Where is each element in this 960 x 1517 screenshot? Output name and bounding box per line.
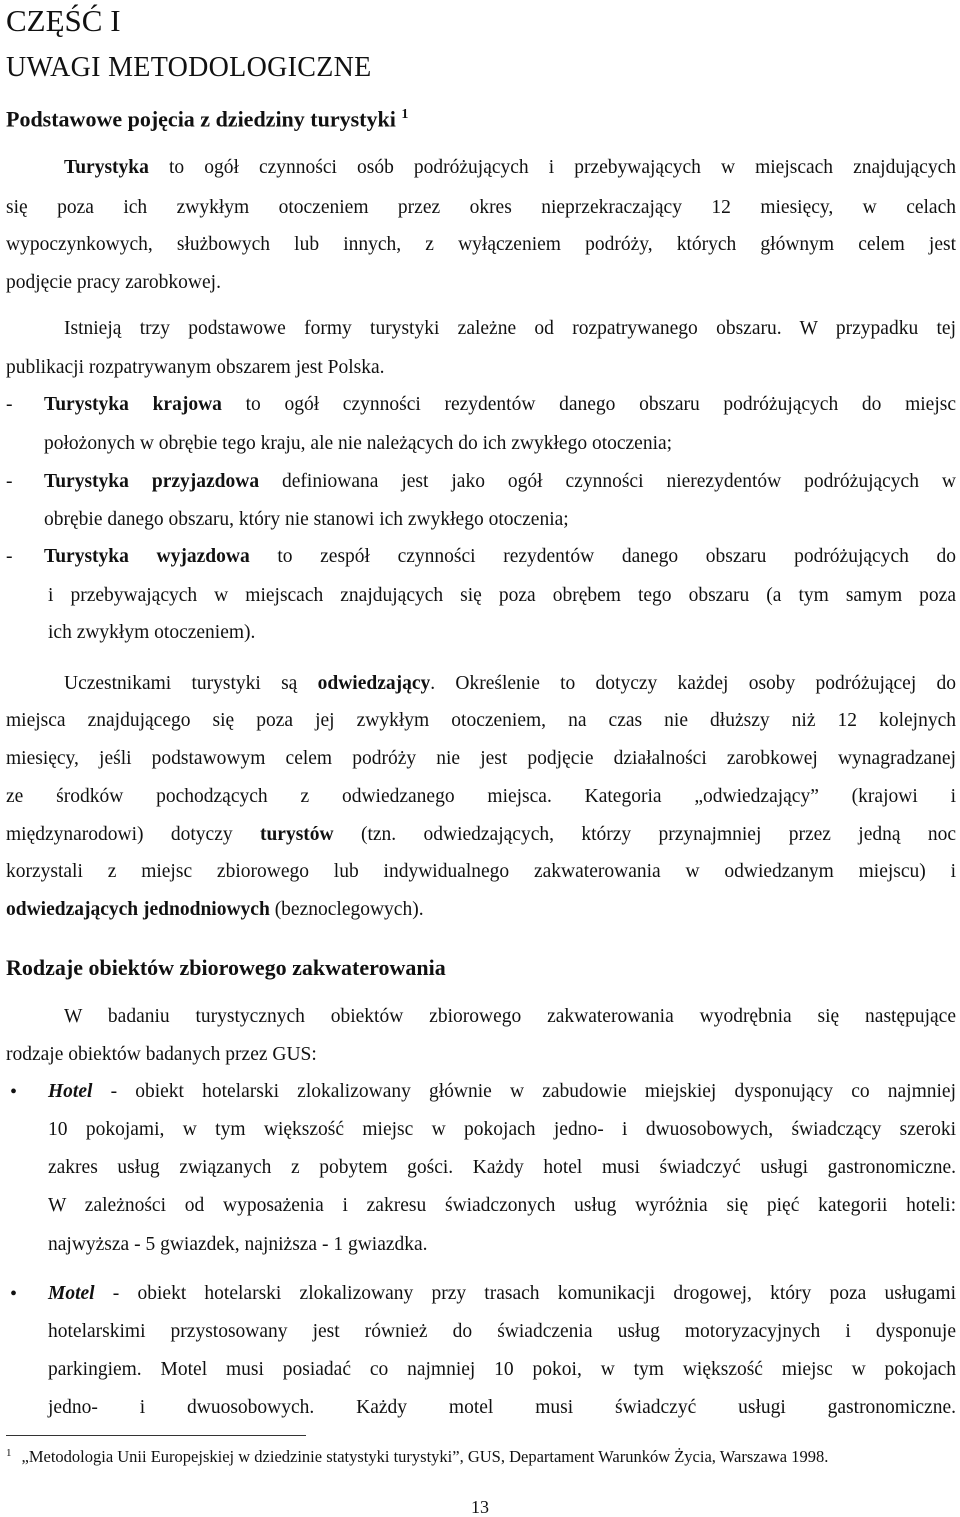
list-item-line: Hotel - obiekt hotelarski zlokalizowany głównie w zabudowie miejskiej dysponujący co najmniej	[48, 1081, 956, 1102]
paragraph-line: wypoczynkowych, służbowych lub innych, z wyłączeniem podróży, których głównym celem jest	[6, 234, 956, 255]
part-heading: CZĘŚĆ I	[6, 3, 121, 38]
paragraph-line: miesięcy, jeśli podstawowym celem podróży nie jest podjęcie działalności zarobkowej wynagradzanej	[6, 748, 956, 769]
footnote-divider	[6, 1435, 306, 1436]
paragraph-line: podjęcie pracy zarobkowej.	[6, 272, 221, 293]
paragraph-line: odwiedzających jednodniowych (beznoclegowych).	[6, 899, 424, 920]
list-item-line: i przebywających w miejscach znajdujących się poza obrębem tego obszaru (a tym samym poza	[48, 585, 956, 606]
list-item-line: Turystyka przyjazdowa definiowana jest jako ogół czynności nierezydentów podróżujących w	[44, 471, 956, 492]
list-dash: -	[6, 394, 13, 415]
paragraph-line: rodzaje obiektów badanych przez GUS:	[6, 1044, 317, 1065]
paragraph-line: korzystali z miejsc zbiorowego lub indywidualnego zakwaterowania w odwiedzanym miejscu) i	[6, 861, 956, 882]
list-item-line: obrębie danego obszaru, który nie stanowi ich zwykłego otoczenia;	[44, 509, 569, 530]
list-item-line: Turystyka krajowa to ogół czynności rezydentów danego obszaru podróżujących do miejsc	[44, 394, 956, 415]
list-item-line: 10 pokojami, w tym większość miejsc w pokojach jedno- i dwuosobowych, świadczący szeroki	[48, 1119, 956, 1140]
list-item-line: położonych w obrębie tego kraju, ale nie należących do ich zwykłego otoczenia;	[44, 433, 673, 454]
list-item-line: zakres usług związanych z pobytem gości. Każdy hotel musi świadczyć usługi gastronomiczne.	[48, 1157, 956, 1178]
paragraph-line: się poza ich zwykłym otoczeniem przez okres nieprzekraczający 12 miesięcy, w celach	[6, 197, 956, 218]
paragraph-line: publikacji rozpatrywanym obszarem jest Polska.	[6, 357, 385, 378]
paragraph-line: miejsca znajdującego się poza jej zwykłym otoczeniem, na czas nie dłuższy niż 12 kolejnych	[6, 710, 956, 731]
paragraph-line: Istnieją trzy podstawowe formy turystyki zależne od rozpatrywanego obszaru. W przypadku tej	[64, 318, 956, 339]
list-item-line: hotelarskimi przystosowany jest również do świadczenia usług motoryzacyjnych i dysponuje	[48, 1321, 956, 1342]
list-dash: -	[6, 471, 13, 492]
list-item-line: parkingiem. Motel musi posiadać co najmniej 10 pokoi, w tym większość miejsc w pokojach	[48, 1359, 956, 1380]
paragraph-line: ze środków pochodzących z odwiedzanego miejsca. Kategoria „odwiedzający” (krajowi i	[6, 786, 956, 807]
footnote-number: 1	[6, 1447, 12, 1459]
chapter-title: UWAGI METODOLOGICZNE	[6, 52, 372, 83]
list-item-line: W zależności od wyposażenia i zakresu świadczonych usług wyróżnia się pięć kategorii hoteli:	[48, 1195, 956, 1216]
list-item-line: Turystyka wyjazdowa to zespół czynności rezydentów danego obszaru podróżujących do	[44, 546, 956, 567]
paragraph-line: Uczestnikami turystyki są odwiedzający. Określenie to dotyczy każdej osoby podróżującej do	[64, 673, 957, 694]
bullet-icon: •	[10, 1081, 18, 1103]
section-heading-accommodation-types: Rodzaje obiektów zbiorowego zakwaterowania	[6, 955, 446, 980]
list-item-line: Motel - obiekt hotelarski zlokalizowany przy trasach komunikacji drogowej, który poza usługami	[48, 1283, 956, 1304]
list-item-line: jedno- i dwuosobowych. Każdy motel musi świadczyć usługi gastronomiczne.	[48, 1397, 956, 1418]
section-heading-basic-concepts: Podstawowe pojęcia z dziedziny turystyki $^1$	[6, 106, 409, 132]
paragraph-line: międzynarodowi) dotyczy turystów (tzn. odwiedzających, którzy przynajmniej przez jedną noc	[6, 824, 957, 845]
list-item-line: najwyższa - 5 gwiazdek, najniższa - 1 gwiazdka.	[48, 1234, 428, 1255]
footnote-ref: 1	[401, 107, 409, 122]
list-item-line: ich zwykłym otoczeniem).	[48, 622, 256, 643]
paragraph-line: Turystyka to ogół czynności osób podróżujących i przebywających w miejscach znajdujących	[64, 157, 956, 178]
paragraph-line: W badaniu turystycznych obiektów zbiorowego zakwaterowania wyodrębnia się następujące	[64, 1006, 956, 1027]
footnote: $^1$ „Metodologia Unii Europejskiej w dziedzinie statystyki turystyki”, GUS, Departament Warunków Życia, Warszawa 1998.	[6, 1447, 829, 1466]
bullet-icon: •	[10, 1283, 18, 1305]
list-dash: -	[6, 546, 13, 567]
page-number: 13	[471, 1497, 489, 1517]
